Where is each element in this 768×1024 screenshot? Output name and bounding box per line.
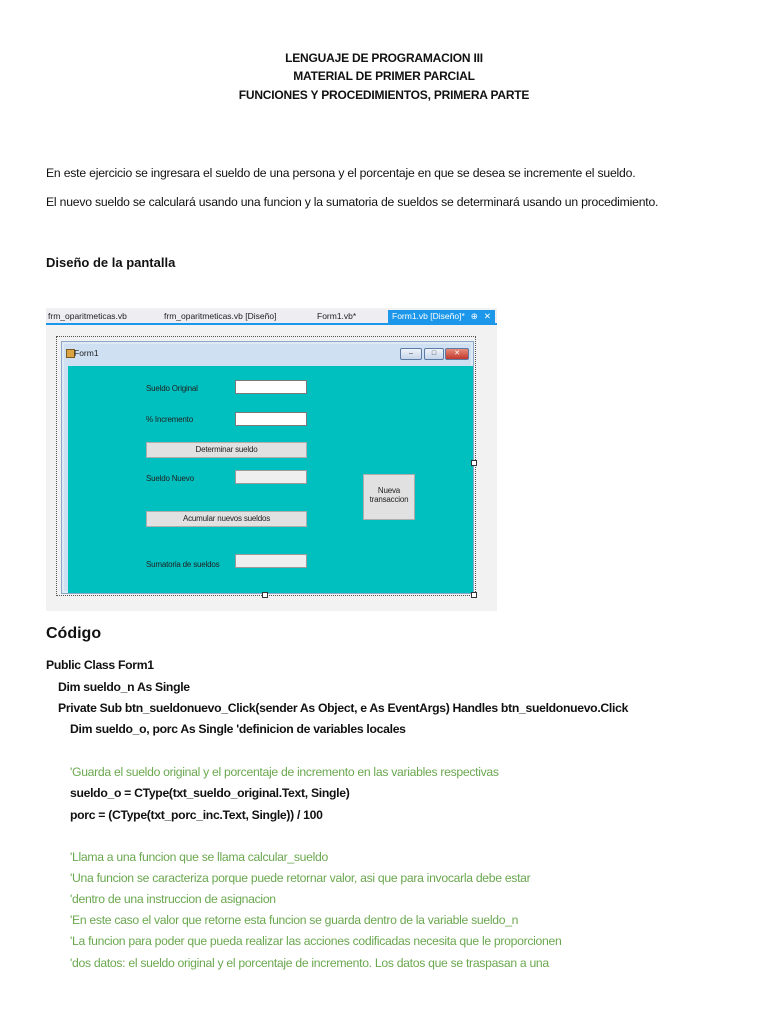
designer-tab-bar <box>46 310 497 325</box>
intro-paragraph-2: El nuevo sueldo se calculará usando una funcion y la sumatoria de sueldos se determinará usando un procedimiento. <box>46 195 659 209</box>
design-surface <box>56 336 476 596</box>
btn-acumular-sueldos[interactable]: Acumular nuevos sueldos <box>146 511 307 527</box>
doc-title-line-1: LENGUAJE DE PROGRAMACION III <box>285 51 483 65</box>
code-line-sub: Private Sub btn_sueldonuevo_Click(sender As Object, e As EventArgs) Handles btn_sueldonuevo.Click <box>58 701 629 715</box>
txt-sueldo-original[interactable] <box>235 380 307 394</box>
label-sueldo-nuevo: Sueldo Nuevo <box>146 474 194 483</box>
code-line-sueldo-o: sueldo_o = CType(txt_sueldo_original.Text, Single) <box>70 786 350 800</box>
designer-screenshot <box>46 308 497 611</box>
close-icon[interactable]: ✕ <box>483 311 491 321</box>
code-line-porc: porc = (CType(txt_porc_inc.Text, Single)) / 100 <box>70 808 323 822</box>
form1-title: Form1 <box>74 348 99 358</box>
window-close-icon[interactable]: ✕ <box>445 348 469 360</box>
btn-nueva-transaccion[interactable] <box>363 474 415 520</box>
comment-line-4: 'dentro de una instruccion de asignacion <box>70 892 276 906</box>
minimize-icon[interactable]: – <box>400 348 422 360</box>
tab-frm-oparitmeticas-design[interactable]: frm_oparitmeticas.vb [Diseño] <box>164 311 277 321</box>
tab-form1-design-label: Form1.vb [Diseño]* <box>392 311 465 321</box>
label-sueldo-original: Sueldo Original <box>146 384 198 393</box>
comment-line-3: 'Una funcion se caracteriza porque puede retornar valor, asi que para invocarla debe estar <box>70 871 531 885</box>
tab-frm-oparitmeticas-code[interactable]: frm_oparitmeticas.vb <box>48 311 127 321</box>
intro-paragraph-1: En este ejercicio se ingresara el sueldo de una persona y el porcentaje en que se desea se incremente el sueldo. <box>46 166 636 180</box>
btn-nueva-line-2: transaccion <box>369 495 409 504</box>
comment-line-1: 'Guarda el sueldo original y el porcentaje de incremento en las variables respectivas <box>70 765 499 779</box>
comment-line-5: 'En este caso el valor que retorne esta funcion se guarda dentro de la variable sueldo_n <box>70 913 519 927</box>
pin-icon[interactable]: ⊕ <box>470 311 478 321</box>
doc-title-line-3: FUNCIONES Y PROCEDIMIENTOS, PRIMERA PARTE <box>238 88 530 102</box>
code-locals-statement: Dim sueldo_o, porc As Single <box>70 722 237 736</box>
maximize-icon[interactable]: □ <box>424 348 444 360</box>
form1-window[interactable] <box>61 341 474 594</box>
form1-client-area <box>68 366 473 593</box>
doc-title-line-2: MATERIAL DE PRIMER PARCIAL <box>293 69 475 83</box>
comment-line-7: 'dos datos: el sueldo original y el porcentaje de incremento. Los datos que se traspasan a una <box>70 956 549 970</box>
design-heading: Diseño de la pantalla <box>46 255 176 270</box>
label-porc-incremento: % Incremento <box>146 415 193 424</box>
code-line-dim: Dim sueldo_n As Single <box>58 680 190 694</box>
label-sumatoria-sueldos: Sumatoria de sueldos <box>146 560 220 569</box>
code-locals-comment: 'definicion de variables locales <box>236 722 406 736</box>
code-line-locals <box>70 722 406 736</box>
tab-form1-design[interactable] <box>388 310 495 323</box>
tab-form1-code[interactable]: Form1.vb* <box>317 311 357 321</box>
resize-handle-corner[interactable] <box>471 592 477 598</box>
code-line-class: Public Class Form1 <box>46 658 154 672</box>
comment-line-6: 'La funcion para poder que pueda realizar las acciones codificadas necesita que le proporcionen <box>70 934 562 948</box>
code-heading: Código <box>46 625 102 642</box>
comment-line-2: 'Llama a una funcion que se llama calcular_sueldo <box>70 850 328 864</box>
btn-determinar-sueldo[interactable]: Determinar sueldo <box>146 442 307 458</box>
txt-sueldo-nuevo[interactable] <box>235 470 307 484</box>
txt-sumatoria[interactable] <box>235 554 307 568</box>
resize-handle-bottom[interactable] <box>262 592 268 598</box>
resize-handle-right[interactable] <box>471 460 477 466</box>
btn-nueva-line-1: Nueva <box>377 486 401 495</box>
txt-porc-inc[interactable] <box>235 412 307 426</box>
